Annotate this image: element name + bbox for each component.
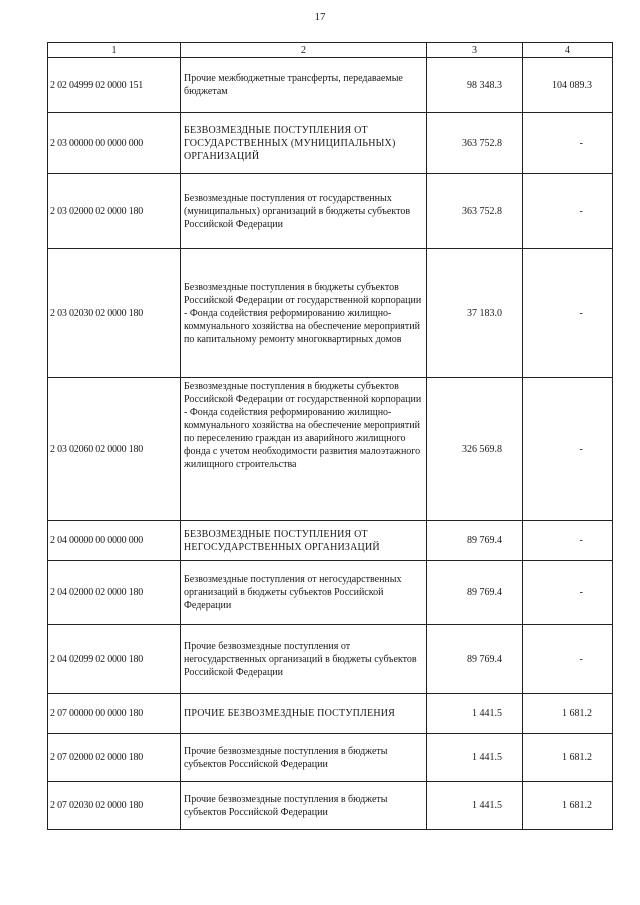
amount-col3: 1 441.5 <box>427 782 523 830</box>
table-row <box>48 694 613 734</box>
table-header-row <box>48 43 613 58</box>
amount-col3: 1 441.5 <box>427 694 523 734</box>
budget-code: 2 07 00000 00 0000 180 <box>48 694 181 734</box>
amount-col3: 98 348.3 <box>427 58 523 113</box>
page-number: 17 <box>314 11 326 23</box>
budget-code: 2 04 02000 02 0000 180 <box>48 561 181 625</box>
amount-col3: 89 769.4 <box>427 625 523 694</box>
budget-code: 2 07 02000 02 0000 180 <box>48 734 181 782</box>
budget-code: 2 04 00000 00 0000 000 <box>48 521 181 561</box>
amount-col3: 326 569.8 <box>427 378 523 521</box>
revenue-name: Безвозмездные поступления в бюджеты субъектов Российской Федерации от государственной корпорации - Фонда содействия реформированию жилищно-коммунального хозяйства на обеспечение мероприятий по переселению граждан из аварийного жилищного фонда с учетом необходимости развития малоэтажного жилищного строительства <box>184 381 422 470</box>
amount-col4: - <box>523 113 613 174</box>
column-header: 4 <box>523 43 613 58</box>
amount-col4: 1 681.2 <box>523 782 613 830</box>
revenue-name: БЕЗВОЗМЕЗДНЫЕ ПОСТУПЛЕНИЯ ОТ НЕГОСУДАРСТВЕННЫХ ОРГАНИЗАЦИЙ <box>181 521 427 561</box>
amount-col3: 1 441.5 <box>427 734 523 782</box>
budget-code: 2 03 02000 02 0000 180 <box>48 174 181 249</box>
table-row <box>48 58 613 113</box>
table-row <box>48 782 613 830</box>
table-row <box>48 249 613 378</box>
amount-col4: - <box>523 521 613 561</box>
amount-col4: - <box>523 561 613 625</box>
revenue-name-cell <box>181 378 427 521</box>
table-row <box>48 521 613 561</box>
table-row <box>48 625 613 694</box>
table-row <box>48 561 613 625</box>
amount-col3: 363 752.8 <box>427 174 523 249</box>
column-header: 3 <box>427 43 523 58</box>
column-header: 1 <box>48 43 181 58</box>
amount-col3: 89 769.4 <box>427 561 523 625</box>
revenue-name: Безвозмездные поступления в бюджеты субъектов Российской Федерации от государственной корпорации - Фонда содействия реформированию жилищно-коммунального хозяйства на обеспечение мероприятий по капитальному ремонту многоквартирных домов <box>181 249 427 378</box>
revenue-name: Безвозмездные поступления от негосударственных организаций в бюджеты субъектов Российской Федерации <box>181 561 427 625</box>
column-header: 2 <box>181 43 427 58</box>
amount-col4: 1 681.2 <box>523 694 613 734</box>
budget-code: 2 04 02099 02 0000 180 <box>48 625 181 694</box>
budget-code: 2 07 02030 02 0000 180 <box>48 782 181 830</box>
amount-col4: - <box>523 625 613 694</box>
table-row <box>48 734 613 782</box>
budget-revenue-table <box>47 42 613 830</box>
budget-code: 2 03 00000 00 0000 000 <box>48 113 181 174</box>
revenue-name: БЕЗВОЗМЕЗДНЫЕ ПОСТУПЛЕНИЯ ОТ ГОСУДАРСТВЕННЫХ (МУНИЦИПАЛЬНЫХ) ОРГАНИЗАЦИЙ <box>181 113 427 174</box>
amount-col3: 37 183.0 <box>427 249 523 378</box>
amount-col3: 89 769.4 <box>427 521 523 561</box>
revenue-name: Прочие безвозмездные поступления от негосударственных организаций в бюджеты субъектов Российской Федерации <box>181 625 427 694</box>
revenue-name: ПРОЧИЕ БЕЗВОЗМЕЗДНЫЕ ПОСТУПЛЕНИЯ <box>181 694 427 734</box>
table-row <box>48 113 613 174</box>
revenue-name: Прочие безвозмездные поступления в бюджеты субъектов Российской Федерации <box>181 734 427 782</box>
amount-col4: - <box>523 249 613 378</box>
budget-code: 2 03 02030 02 0000 180 <box>48 249 181 378</box>
amount-col3: 363 752.8 <box>427 113 523 174</box>
amount-col4: 104 089.3 <box>523 58 613 113</box>
amount-col4: - <box>523 378 613 521</box>
amount-col4: 1 681.2 <box>523 734 613 782</box>
table-row <box>48 378 613 521</box>
amount-col4: - <box>523 174 613 249</box>
revenue-name: Прочие межбюджетные трансферты, передаваемые бюджетам <box>181 58 427 113</box>
revenue-name: Безвозмездные поступления от государственных (муниципальных) организаций в бюджеты субъектов Российской Федерации <box>181 174 427 249</box>
budget-code: 2 02 04999 02 0000 151 <box>48 58 181 113</box>
budget-code: 2 03 02060 02 0000 180 <box>48 378 181 521</box>
revenue-name: Прочие безвозмездные поступления в бюджеты субъектов Российской Федерации <box>181 782 427 830</box>
table-row <box>48 174 613 249</box>
